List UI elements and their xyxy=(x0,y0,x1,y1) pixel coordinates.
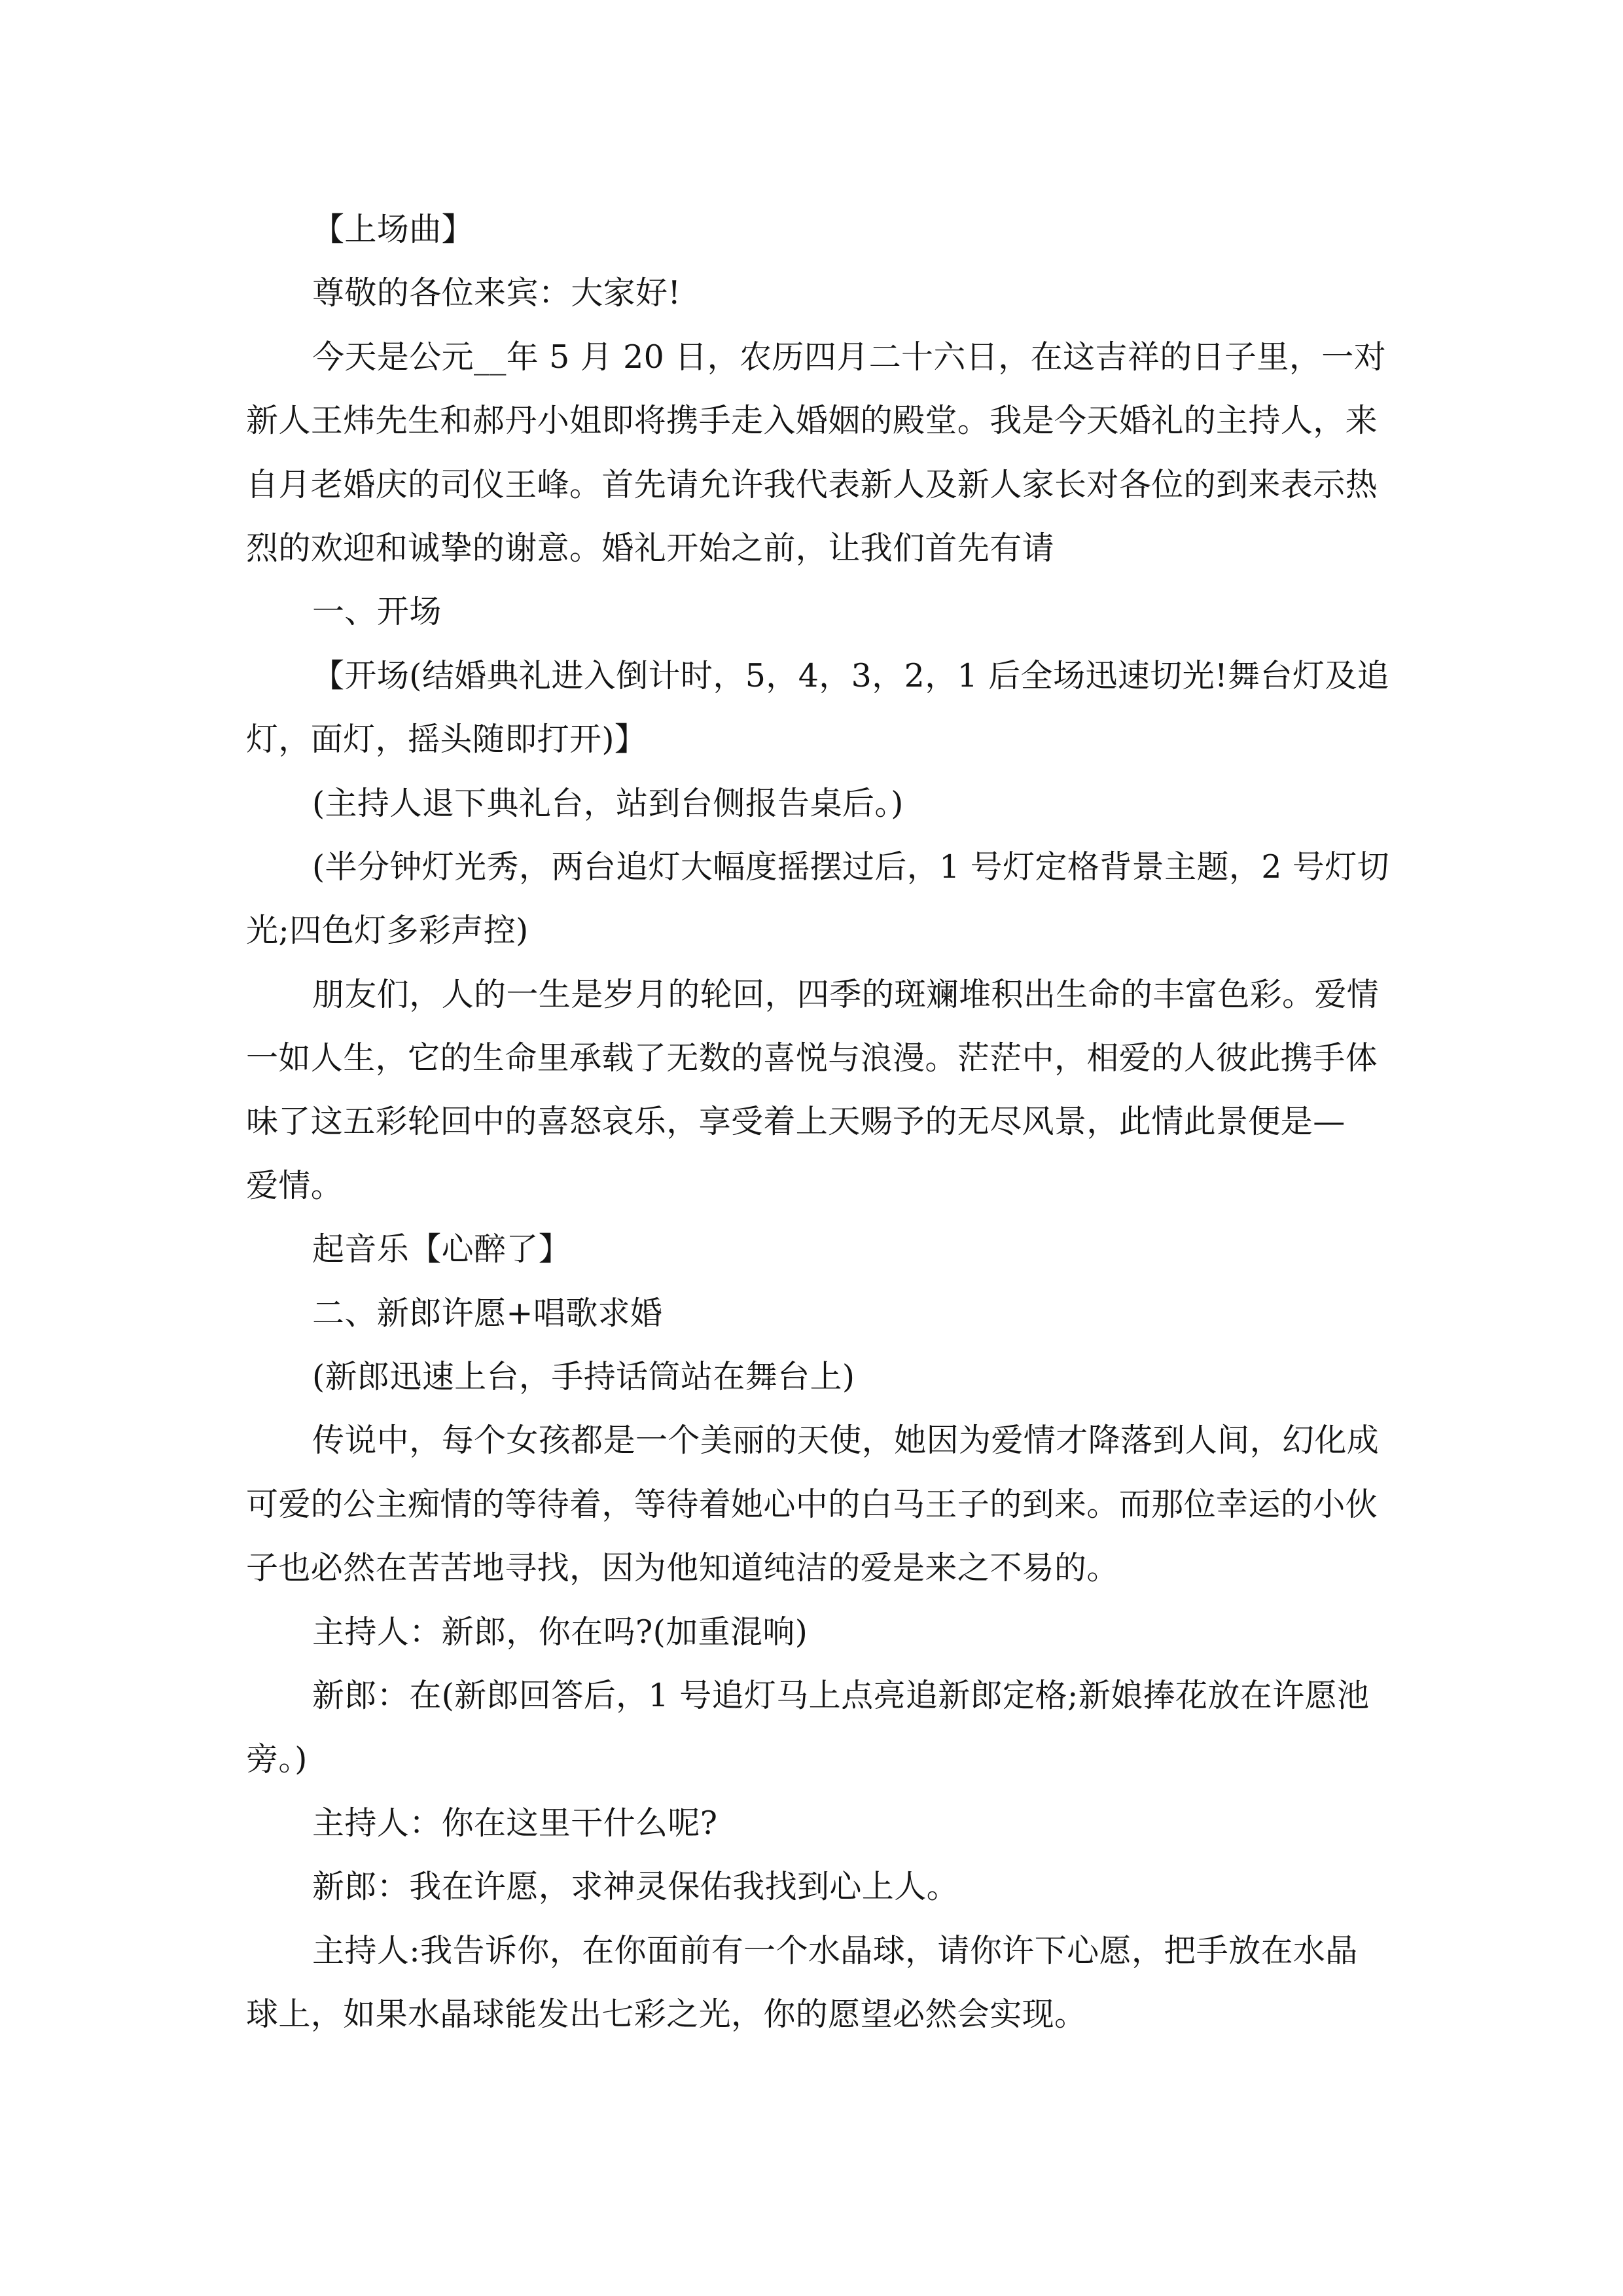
paragraph-line: 新人王炜先生和郝丹小姐即将携手走入婚姻的殿堂。我是今天婚礼的主持人，来 xyxy=(246,402,1378,440)
paragraph-line: 一、开场 xyxy=(312,593,442,631)
paragraph-line: 【开场(结婚典礼进入倒计时，5，4，3，2，1 后全场迅速切光!舞台灯及追 xyxy=(312,656,1390,694)
paragraph-line: 味了这五彩轮回中的喜怒哀乐，享受着上天赐予的无尽风景，此情此景便是— xyxy=(246,1103,1346,1141)
dialogue-line xyxy=(246,1600,1377,1664)
paragraph-line: (半分钟灯光秀，两台追灯大幅度摇摆过后，1 号灯定格背景主题，2 号灯切 xyxy=(312,848,1390,886)
stage-direction-host-exit xyxy=(246,772,1377,835)
paragraph-line: 烈的欢迎和诚挚的谢意。婚礼开始之前，让我们首先有请 xyxy=(246,529,1055,567)
music-cue-entrance xyxy=(246,198,1377,261)
greeting xyxy=(246,261,1377,325)
stage-direction-light-show xyxy=(246,835,1390,963)
stage-direction-countdown xyxy=(246,644,1390,772)
paragraph-line: 主持人：新郎，你在吗?(加重混响) xyxy=(312,1613,808,1651)
paragraph-line: 子也必然在苦苦地寻找，因为他知道纯洁的爱是来之不易的。 xyxy=(246,1549,1119,1587)
section-heading-groom-wish xyxy=(246,1282,1377,1345)
paragraph-line: 新郎：在(新郎回答后，1 号追灯马上点亮追新郎定格;新娘捧花放在许愿池 xyxy=(312,1676,1370,1714)
stage-direction-groom-enter xyxy=(246,1345,1377,1408)
document-body xyxy=(246,198,1390,2046)
dialogue-line xyxy=(246,1919,1377,2047)
paragraph-line: 传说中，每个女孩都是一个美丽的天使，她因为爱情才降落到人间，幻化成 xyxy=(312,1422,1380,1460)
dialogue-line xyxy=(246,1855,1377,1918)
paragraph-line: 爱情。 xyxy=(246,1166,344,1204)
opening-speech xyxy=(246,325,1387,581)
legend-speech xyxy=(246,1408,1380,1600)
paragraph-line: 主持人：你在这里干什么呢? xyxy=(312,1804,718,1842)
paragraph-line: 尊敬的各位来宾：大家好! xyxy=(312,274,681,312)
paragraph-line: 光;四色灯多彩声控) xyxy=(246,912,529,950)
paragraph-line: 今天是公元__年 5 月 20 日，农历四月二十六日，在这吉祥的日子里，一对 xyxy=(312,338,1387,376)
love-speech xyxy=(246,963,1380,1218)
paragraph-line: 球上，如果水晶球能发出七彩之光，你的愿望必然会实现。 xyxy=(246,1995,1087,2033)
paragraph-line: (主持人退下典礼台，站到台侧报告桌后。) xyxy=(312,784,904,822)
paragraph-line: 旁。) xyxy=(246,1740,308,1778)
paragraph-line: 灯，面灯，摇头随即打开)】 xyxy=(246,721,647,759)
paragraph-line: 主持人:我告诉你，在你面前有一个水晶球，请你许下心愿，把手放在水晶 xyxy=(312,1931,1358,1969)
paragraph-line: 可爱的公主痴情的等待着，等待着她心中的白马王子的到来。而那位幸运的小伙 xyxy=(246,1485,1378,1523)
paragraph-line: 新郎：我在许愿，求神灵保佑我找到心上人。 xyxy=(312,1868,959,1906)
dialogue-line xyxy=(246,1664,1377,1791)
paragraph-line: 朋友们，人的一生是岁月的轮回，四季的斑斓堆积出生命的丰富色彩。爱情 xyxy=(312,975,1380,1013)
section-heading-opening xyxy=(246,580,1377,643)
paragraph-line: 起音乐【心醉了】 xyxy=(312,1230,571,1268)
paragraph-line: (新郎迅速上台，手持话筒站在舞台上) xyxy=(312,1358,855,1396)
paragraph-line: 二、新郎许愿+唱歌求婚 xyxy=(312,1294,663,1332)
paragraph-line: 自月老婚庆的司仪王峰。首先请允许我代表新人及新人家长对各位的到来表示热 xyxy=(246,465,1378,503)
music-cue xyxy=(246,1217,1377,1281)
paragraph-line: 一如人生，它的生命里承载了无数的喜悦与浪漫。茫茫中，相爱的人彼此携手体 xyxy=(246,1039,1378,1077)
paragraph-line: 【上场曲】 xyxy=(312,211,474,248)
dialogue-line xyxy=(246,1791,1377,1855)
